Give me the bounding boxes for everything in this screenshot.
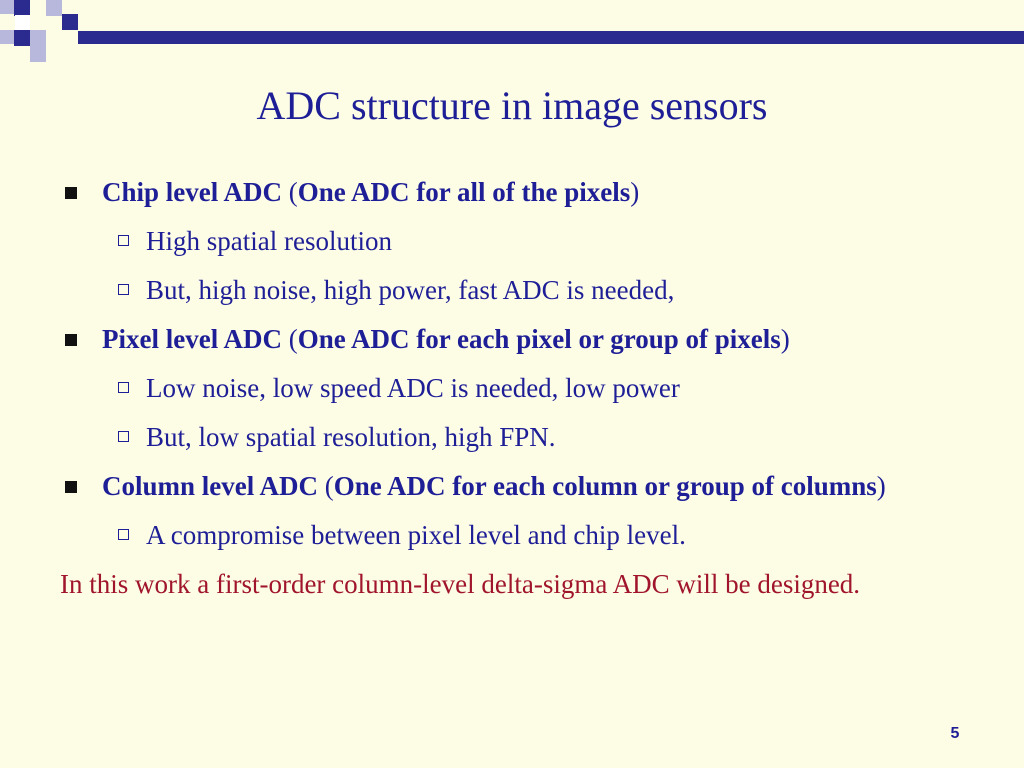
deco-square [46,0,62,16]
paren-open: ( [324,471,334,501]
hollow-square-bullet-icon [118,284,129,295]
paren-open: ( [288,177,298,207]
bullet-detail: One ADC for each column or group of columns [333,471,877,501]
bullet-label: Column level ADC [102,471,318,501]
deco-square [30,46,46,62]
subitem-text: Low noise, low speed ADC is needed, low power [146,373,680,403]
bullet-detail: One ADC for each pixel or group of pixels [297,324,781,354]
deco-square [0,30,14,44]
subitem-text: High spatial resolution [146,226,392,256]
paren-close: ) [780,324,790,354]
subitem [60,517,980,553]
paren-close: ) [876,471,886,501]
deco-square [30,30,46,46]
subitem-text: But, high noise, high power, fast ADC is needed, [146,275,675,305]
bullet-label: Pixel level ADC [102,324,282,354]
square-bullet-icon [65,481,77,493]
hollow-square-bullet-icon [118,382,129,393]
bullet-chip-level [60,174,980,210]
deco-square [15,15,30,30]
slide-title: ADC structure in image sensors [256,83,768,128]
subitem [60,223,980,259]
square-bullet-icon [65,187,77,199]
deco-square [62,14,78,30]
deco-square [14,30,30,46]
subitem-text: A compromise between pixel level and chip level. [146,520,686,550]
hollow-square-bullet-icon [118,529,129,540]
paren-close: ) [630,177,640,207]
paren-open: ( [288,324,298,354]
subitem [60,272,980,308]
square-bullet-icon [65,334,77,346]
bullet-column-level [60,468,980,504]
subitem-text: But, low spatial resolution, high FPN. [146,422,556,452]
conclusion-note: In this work a first-order column-level delta-sigma ADC will be designed. [60,569,861,599]
deco-square [14,0,30,16]
header-bar [78,31,1024,44]
slide-content [60,174,980,602]
hollow-square-bullet-icon [118,431,129,442]
page-number: 5 [950,725,960,742]
bullet-label: Chip level ADC [102,177,283,207]
bullet-pixel-level [60,321,980,357]
bullet-detail: One ADC for all of the pixels [297,177,631,207]
hollow-square-bullet-icon [118,235,129,246]
corner-decoration [0,0,1024,80]
subitem [60,419,980,455]
deco-square [0,0,14,14]
subitem [60,370,980,406]
